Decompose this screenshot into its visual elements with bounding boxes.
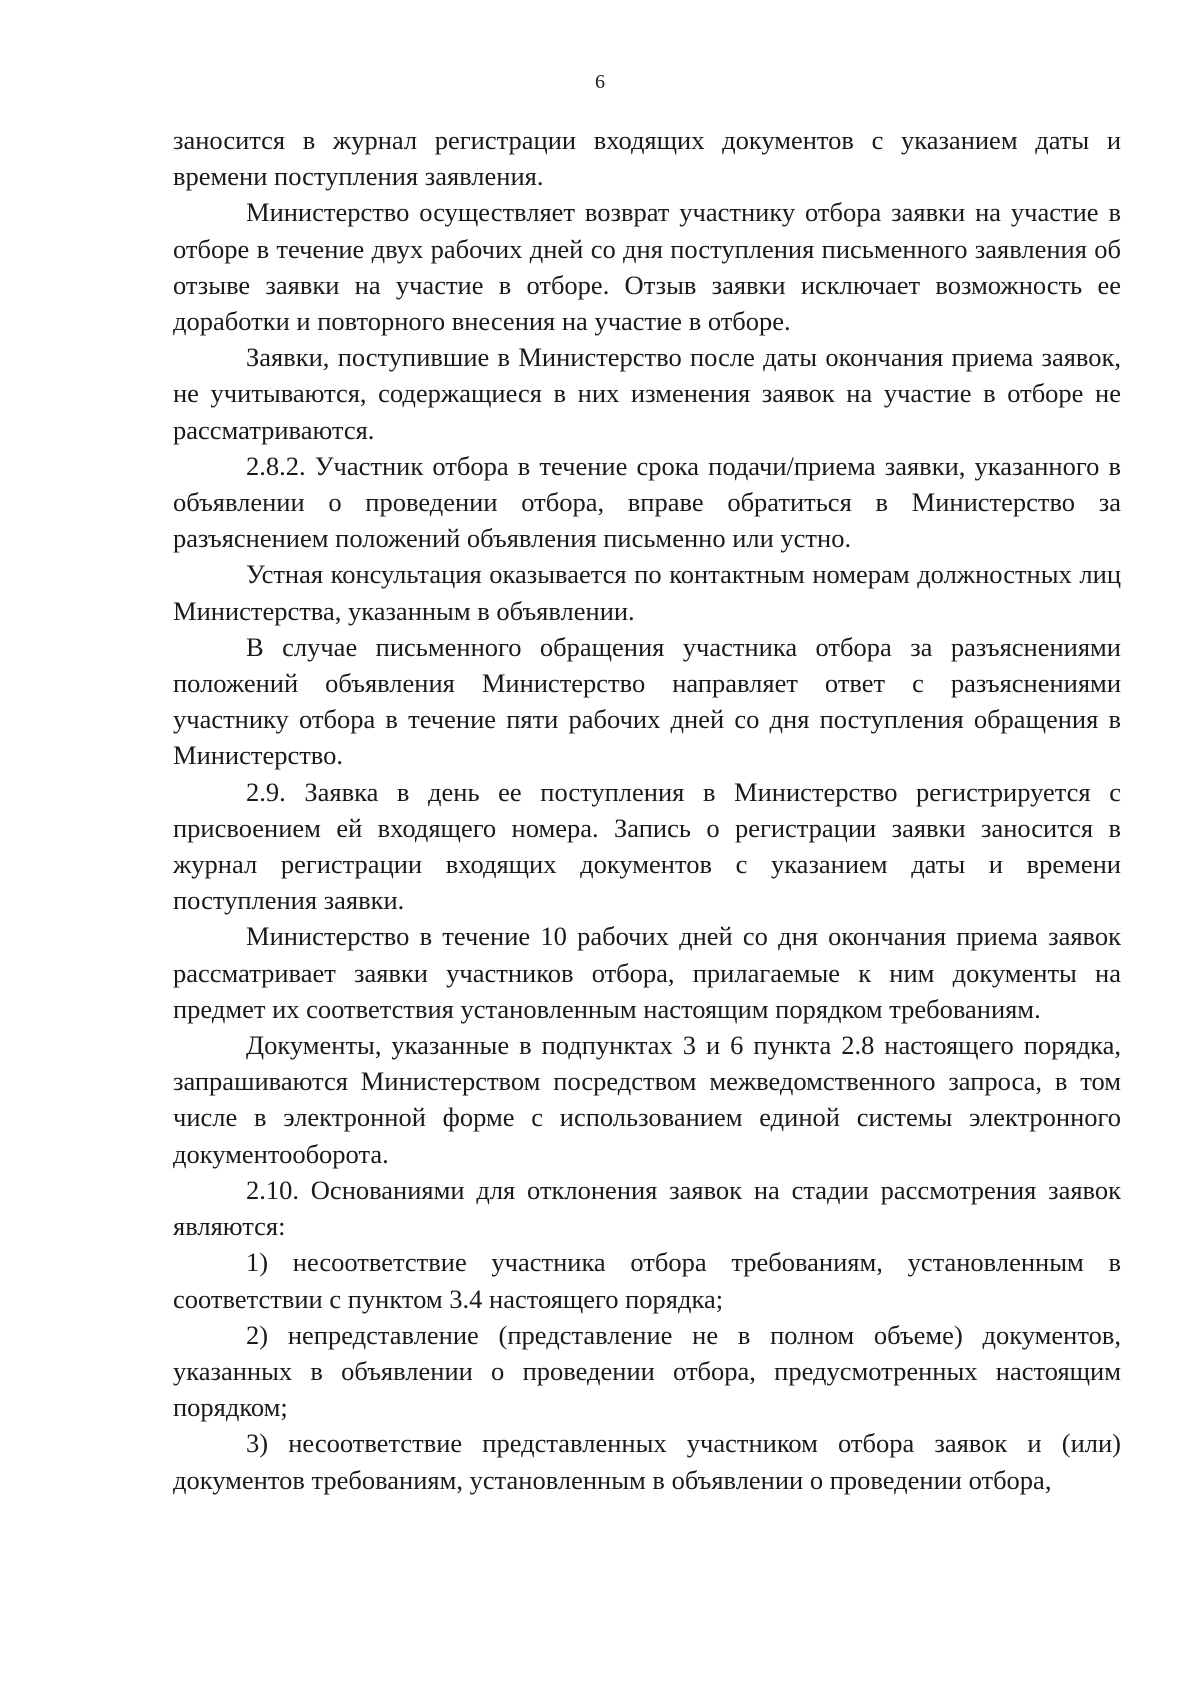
paragraph-oral-consultation: Устная консультация оказывается по контактным номерам должностных лиц Министерства, указанным в объявлении. <box>173 559 1121 626</box>
page-number: 6 <box>595 71 605 93</box>
paragraph-withdrawal-return: Министерство осуществляет возврат участнику отбора заявки на участие в отборе в течение двух рабочих дней со дня поступления письменного заявления об отзыве заявки на участие в отборе. Отзыв заявки исключает возможность ее доработки и повторного внесения на участие в отборе. <box>173 197 1121 337</box>
paragraph-continuation: заносится в журнал регистрации входящих документов с указанием даты и времени поступления заявления. <box>173 125 1121 192</box>
list-item-2: 2) непредставление (представление не в полном объеме) документов, указанных в объявлении о проведении отбора, предусмотренных настоящим порядком; <box>173 1319 1121 1423</box>
document-body <box>173 122 1121 1498</box>
paragraph-written-request: В случае письменного обращения участника отбора за разъяснениями положений объявления Министерство направляет ответ с разъяснениями участнику отбора в течение пяти рабочих дней со дня поступления обращения в Министерство. <box>173 631 1121 771</box>
list-item-3: 3) несоответствие представленных участником отбора заявок и (или) документов требованиям, установленным в объявлении о проведении отбора, <box>173 1428 1121 1495</box>
paragraph-2-9: 2.9. Заявка в день ее поступления в Министерство регистрируется с присвоением ей входящего номера. Запись о регистрации заявки заносится в журнал регистрации входящих документов с указанием даты и времени поступления заявки. <box>173 776 1121 916</box>
list-item-1: 1) несоответствие участника отбора требованиям, установленным в соответствии с пунктом 3.4 настоящего порядка; <box>173 1247 1121 1314</box>
paragraph-2-10: 2.10. Основаниями для отклонения заявок на стадии рассмотрения заявок являются: <box>173 1174 1121 1242</box>
paragraph-review-period: Министерство в течение 10 рабочих дней со дня окончания приема заявок рассматривает заявки участников отбора, прилагаемые к ним документы на предмет их соответствия установленным настоящим порядком требованиям. <box>173 921 1121 1024</box>
paragraph-2-8-2: 2.8.2. Участник отбора в течение срока подачи/приема заявки, указанного в объявлении о проведении отбора, вправе обратиться в Министерство за разъяснением положений объявления письменно или устно. <box>173 450 1121 554</box>
paragraph-interagency-request: Документы, указанные в подпунктах 3 и 6 пункта 2.8 настоящего порядка, запрашиваются Министерством посредством межведомственного запроса, в том числе в электронной форме с использованием единой системы электронного документооборота. <box>173 1030 1121 1169</box>
paragraph-late-applications: Заявки, поступившие в Министерство после даты окончания приема заявок, не учитываются, содержащиеся в них изменения заявок на участие в отборе не рассматриваются. <box>173 342 1121 445</box>
